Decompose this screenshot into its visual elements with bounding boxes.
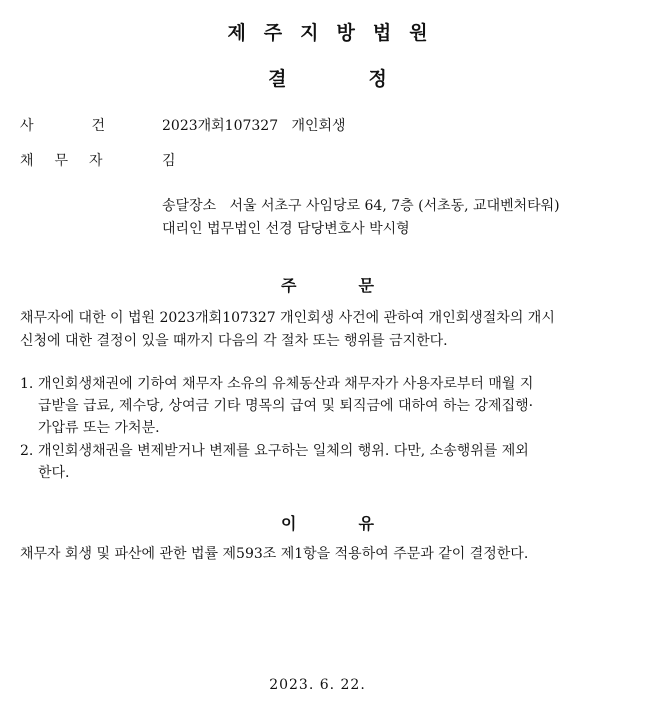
decision-date: 2023. 6. 22. <box>269 677 366 693</box>
item-number: 1. <box>20 376 34 392</box>
item-line: 한다. <box>38 465 70 481</box>
debtor-label: 채무자 <box>20 153 124 169</box>
debtor-row <box>20 150 176 170</box>
item-line: 개인회생채권을 변제받거나 변제를 요구하는 일체의 행위. 다만, 소송행위를 제외 <box>38 443 529 459</box>
item-number: 2. <box>20 443 34 459</box>
case-number: 2023개회107327 개인회생 <box>162 118 346 134</box>
item-line: 가압류 또는 가처분. <box>38 420 160 436</box>
order-item-2 <box>20 440 529 484</box>
order-heading: 주문 <box>281 276 436 295</box>
case-label: 사건 <box>20 118 164 134</box>
order-intro-line-1: 채무자에 대한 이 법원 2023개회107327 개인회생 사건에 관하여 개인회생절차의 개시 <box>20 310 555 326</box>
reason-text: 채무자 회생 및 파산에 관한 법률 제593조 제1항을 적용하여 주문과 같이 결정한다. <box>20 546 529 562</box>
order-item-1 <box>20 373 533 439</box>
court-name: 제주지방법원 <box>227 22 446 44</box>
legal-agent: 대리인 법무법인 선경 담당변호사 박시형 <box>162 221 410 237</box>
item-line: 개인회생채권에 기하여 채무자 소유의 유체동산과 채무자가 사용자로부터 매월 지 <box>38 376 534 392</box>
item-line: 급받을 급료, 제수당, 상여금 기타 명목의 급여 및 퇴직금에 대하여 하는 강제집행· <box>38 398 534 414</box>
reason-heading: 이유 <box>281 514 436 533</box>
document-type: 결정 <box>268 68 469 90</box>
service-address: 송달장소 서울 서초구 사임당로 64, 7층 (서초동, 교대벤처타워) <box>162 198 560 214</box>
case-row <box>20 115 346 135</box>
order-intro-line-2: 신청에 대한 결정이 있을 때까지 다음의 각 절차 또는 행위를 금지한다. <box>20 333 448 349</box>
debtor-name: 김 <box>162 153 176 169</box>
